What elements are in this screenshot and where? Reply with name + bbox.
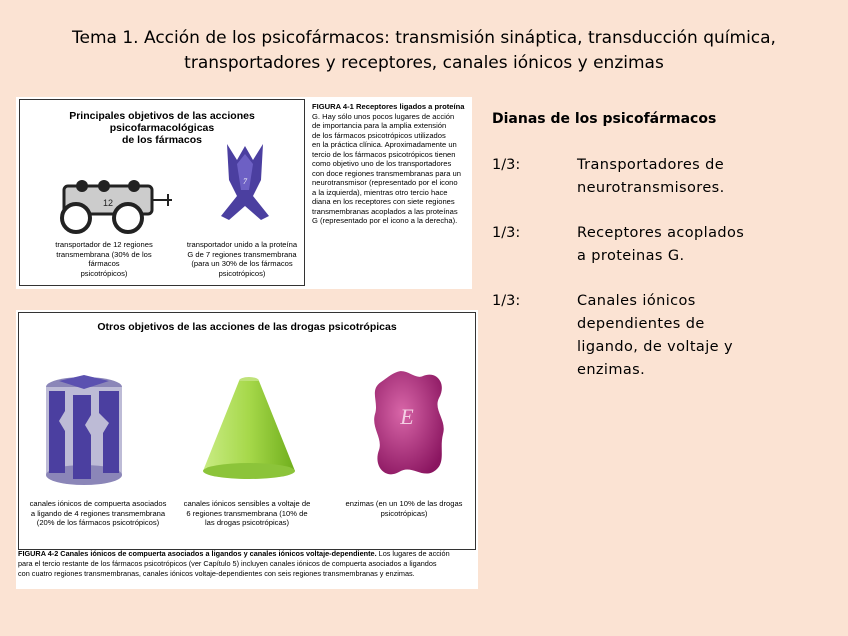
transporter-icon [56, 178, 176, 238]
figure-4-1-panel [19, 99, 305, 286]
receptor-number: 7 [243, 177, 247, 186]
g-protein-receptor-icon [215, 140, 275, 230]
voltage-gated-channel-icon [199, 373, 299, 483]
slide-title [20, 26, 828, 76]
figure-4-1-caption: FIGURA 4-1 Receptores ligados a proteína G. Hay sólo unos pocos lugares de acción de importancia para la amplia extensión de los fármacos psicotrópicos utilizados en la práctica clínica. Aproximadamente un tercio de los fármacos psicotrópicos tienen como objetivo uno de los transportadores con doce regiones transmembranas para un neurotransmisor (representado por el icono a la izquierda), mientras otro tercio hace diana en los receptores con siete regiones transmembranas acoplados a las proteínas G (representado por el icono a la derecha). [312, 102, 465, 225]
target-fraction: 1/3: [492, 225, 521, 241]
enzyme-letter: E [400, 404, 414, 429]
title-line-2: transportadores y receptores, canales iónicos y enzimas [184, 53, 664, 73]
ligand-gated-channel-icon [39, 373, 129, 493]
targets-heading: Dianas de los psicofármacos [492, 111, 717, 127]
title-line-1: Tema 1. Acción de los psicofármacos: transmisión sináptica, transducción química, [72, 28, 776, 48]
transporter-label: transportador de 12 regiones transmembrana (30% de los fármacos psicotrópicos) [55, 240, 153, 278]
ligand-channel-label: canales iónicos de compuerta asociados a ligando de 4 regiones transmembrana (20% de los fármacos psicotrópicos) [29, 499, 167, 527]
transporter-number: 12 [102, 198, 114, 208]
enzyme-label: enzimas (en un 10% de las drogas psicotrópicas) [345, 499, 463, 518]
figure-4-2-panel [18, 312, 476, 550]
enzyme-icon [367, 368, 452, 483]
target-description: Canales iónicos dependientes de ligando, de voltaje y enzimas. [577, 293, 733, 378]
voltage-channel-label: canales iónicos sensibles a voltaje de 6 regiones transmembrana (10% de las drogas psicotrópicas) [183, 499, 311, 527]
target-fraction: 1/3: [492, 157, 521, 173]
figure-4-2-caption: FIGURA 4-2 Canales iónicos de compuerta asociados a ligandos y canales iónicos voltaje-dependiente. Los lugares de acción para el tercio restante de los fármacos psicotrópicos (ver Capítulo 5) incluyen canales iónicos de compuerta asociados a ligandos con cuatro regiones transmembranas, canales iónicos voltaje-dependientes con seis regiones transmembranas y enzimas. [18, 549, 450, 578]
figure-4-1 [16, 97, 472, 289]
receptor-label: transportador unido a la proteína G de 7 regiones transmembrana (para un 30% de los fármacos psicotrópicos) [186, 240, 298, 278]
target-description: Transportadores de neurotransmisores. [577, 157, 725, 196]
figure-4-2 [16, 310, 478, 589]
figure-4-2-heading: Otros objetivos de las acciones de las drogas psicotrópicas [97, 321, 397, 333]
figure-4-1-heading: Principales objetivos de las acciones psicofarmacológicas de los fármacos [69, 110, 255, 146]
target-fraction: 1/3: [492, 293, 521, 309]
target-description: Receptores acoplados a proteinas G. [577, 225, 745, 264]
